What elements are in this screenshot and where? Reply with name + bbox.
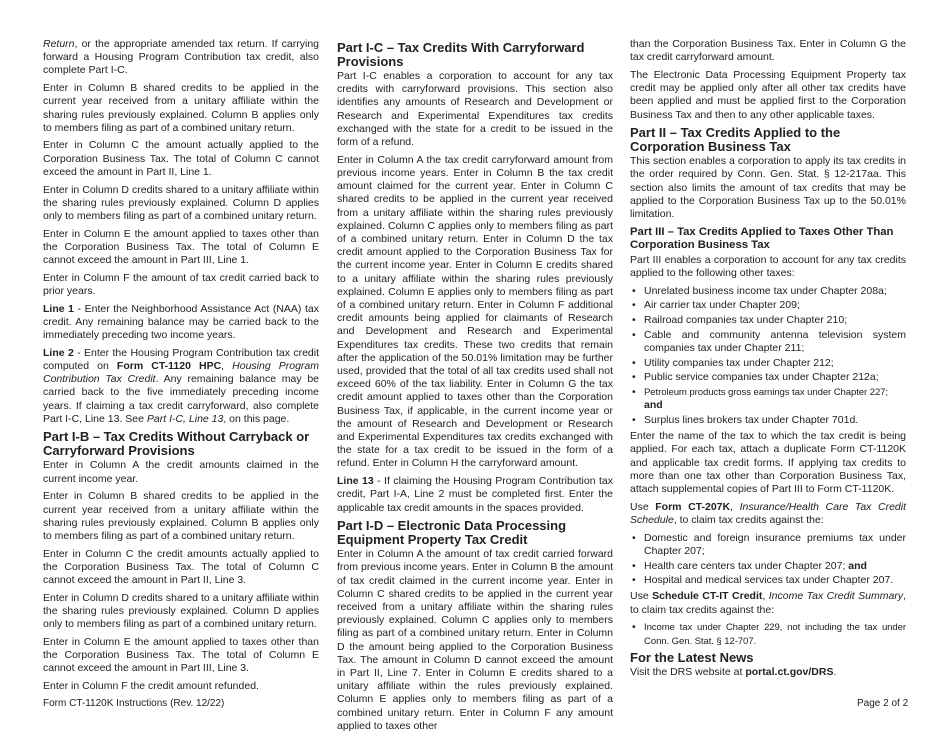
line-2-form-title: Housing Program Contribution Tax Credit bbox=[43, 359, 319, 386]
income-tax-text: Income tax under Chapter 229, not including the tax under Conn. Gen. Stat. § 12-707. bbox=[644, 622, 906, 647]
ctit-form: Schedule CT-IT Credit bbox=[652, 590, 763, 603]
and-word: and bbox=[644, 399, 663, 412]
list-item: • Domestic and foreign insurance premiums tax under Chapter 207; bbox=[630, 532, 906, 558]
paragraph-ib-column-c: Enter in Column C the credit amounts actually applied to the Corporation Business Tax. The total of Column C cannot exceed the amount in Part II, Line 3. bbox=[43, 547, 319, 587]
paragraph-ic-intro: Part I-C enables a corporation to account for any tax credits with carryforward provisions. This section also identifies any amounts of Research and Development or Research and Experimental Expenditures tax credits exchanged with the state for a credit to be issued in the form of a refund. bbox=[337, 70, 613, 149]
petroleum-tax-text: Petroleum products gross earnings tax under Chapter 227; bbox=[644, 387, 888, 399]
list-item: • Surplus lines brokers tax under Chapter 701d. bbox=[630, 414, 906, 427]
list-item: • Unrelated business income tax under Chapter 208a; bbox=[630, 285, 906, 298]
ct207k-form: Form CT-207K bbox=[655, 500, 731, 513]
list-item: • Utility companies tax under Chapter 212; bbox=[630, 357, 906, 370]
paragraph-ib-column-b: Enter in Column B shared credits to be applied in the current year received from a unitary affiliate within the sharing rules previously explained. Column B applies only to members filing as part of a combined unitary return. bbox=[43, 490, 319, 542]
heading-part-ib: Part I-B – Tax Credits Without Carryback or Carryforward Provisions bbox=[43, 429, 310, 458]
heading-latest-news: For the Latest News bbox=[630, 649, 754, 665]
paragraph-part-ii: This section enables a corporation to apply its tax credits in the order required by Conn. Gen. Stat. § 12-217aa. This section also limits the amount of tax credits that may be applied to the Corporation Business Tax up to the 50.01% limitation. bbox=[630, 155, 906, 221]
ct207k-sep: , bbox=[730, 500, 740, 513]
paragraph-line-2 bbox=[43, 347, 319, 426]
use-word: Use bbox=[630, 500, 656, 513]
paragraph-column-b: Enter in Column B shared credits to be applied in the current year received from a unitary affiliate within the sharing rules previously explained. Column B applies only to members filing as part of a combined unitary return. bbox=[43, 82, 319, 134]
paragraph-part-iii-intro: Part III enables a corporation to account for any tax credits applied to the following other taxes: bbox=[630, 253, 906, 279]
paragraph-id-body: Enter in Column A the amount of tax credit carried forward from previous income years. Enter in Column B the amount of tax credit claimed in the current income year. Enter in Column C shared credits to be applied in the current year received from a unitary affiliate within the sharing rules previously explained. Column C applies only to members filing as part of a combined unitary return. Enter in Column D the amount being applied to the Corporation Business Tax. The amount in Column D cannot exceed the amount in Part II, Line 7. Enter in Column E credits shared to a unitary affiliate within the rules previously explained. Column E applies only to members filing as part of a combined unitary return. Enter in Column F any amount applied to taxes other bbox=[337, 548, 613, 732]
ct207k-list bbox=[630, 532, 906, 588]
paragraph-news bbox=[630, 666, 906, 679]
return-text: , or the appropriate amended tax return. If carrying forward a Housing Program Contribution tax credit, also complete Part I-C. bbox=[43, 38, 319, 77]
paragraph-ib-column-f: Enter in Column F the credit amount refunded. bbox=[43, 680, 259, 693]
health-tax-text: Health care centers tax under Chapter 207; bbox=[644, 559, 849, 572]
list-item: • Cable and community antenna television system companies tax under Chapter 211; bbox=[630, 329, 906, 355]
heading-part-id: Part I-D – Electronic Data Processing Equipment Property Tax Credit bbox=[337, 518, 567, 547]
ct207k-rest: , to claim tax credits against the: bbox=[673, 513, 824, 526]
paragraph-edp-note: The Electronic Data Processing Equipment Property tax credit may be applied only after all other tax credits have been applied and must be applied first to the Corporation Business Tax and then to any other applicable taxes. bbox=[630, 68, 906, 121]
line-1-label: Line 1 bbox=[43, 302, 74, 315]
paragraph-column-d: Enter in Column D credits shared to a unitary affiliate within the sharing rules previously explained. Column D applies only to members filing as part of a combined unitary return. bbox=[43, 183, 319, 222]
paragraph-ct207k bbox=[630, 501, 906, 527]
line-2-label: Line 2 bbox=[43, 346, 74, 359]
heading-part-ii: Part II – Tax Credits Applied to the Corporation Business Tax bbox=[630, 125, 841, 154]
column-middle bbox=[337, 38, 613, 738]
heading-part-ic: Part I-C – Tax Credits With Carryforward Provisions bbox=[337, 40, 585, 69]
column-left bbox=[43, 38, 319, 698]
paragraph-column-e: Enter in Column E the amount applied to taxes other than the Corporation Business Tax. The total of Column E cannot exceed the amount in Part III, Line 1. bbox=[43, 227, 319, 267]
paragraph-ib-column-e: Enter in Column E the amount applied to taxes other than the Corporation Business Tax. The total of Column E cannot exceed the amount in Part III, Line 3. bbox=[43, 635, 319, 675]
paragraph-ic-body: Enter in Column A the tax credit carryforward amount from previous income years. Enter in Column B the tax credit amount claimed for the current year. Enter in Column C shared credits to be applied in the current year received from a unitary affiliate within the sharing rules previously explained. Column C applies only to members filing as part of a combined unitary return. Enter in Column D the tax credit amount applied to the Corporation Business Tax for the current income year. Enter in Column E credits shared to a unitary affiliate within the sharing rules previously explained. Column E applies only to members filing as part of a combined unitary return. Enter in Column F additional credit amounts being applied for claimants of Research and Development and Research and Experimental Expenditures tax credits. These two credits that remain after the application of the 50.01% limitation may be further used, provided that the total of all tax credits used shall not exceed 60% of the tax liability. Enter in Column G the tax credit amount applied to taxes other than the Corporation Business Tax, if applicable, in the current income year or the amount of Research and Development or Research and Experimental Expenditures tax credits exchanged with the state for a tax credit to be issued in the form of a refund. Enter in Column H the carryforward amount. bbox=[337, 153, 613, 470]
column-right bbox=[630, 38, 906, 684]
return-italic: Return bbox=[43, 38, 75, 50]
list-item bbox=[630, 621, 906, 647]
list-item: • Air carrier tax under Chapter 209; bbox=[630, 299, 906, 312]
other-taxes-list bbox=[630, 285, 906, 428]
drs-website-link[interactable]: portal.ct.gov/DRS bbox=[745, 666, 834, 679]
paragraph-return bbox=[43, 38, 319, 78]
use-word: Use bbox=[630, 590, 653, 603]
line-2-text-d: , on this page. bbox=[223, 412, 290, 425]
line-2-text-b: , bbox=[221, 359, 233, 372]
news-period: . bbox=[833, 666, 837, 679]
line-2-ref: Part I-C, Line 13 bbox=[146, 412, 224, 425]
line-2-form: Form CT-1120 HPC bbox=[116, 359, 222, 372]
heading-part-iii: Part III – Tax Credits Applied to Taxes Other Than Corporation Business Tax bbox=[630, 225, 894, 251]
ctit-list bbox=[630, 621, 906, 647]
and-word: and bbox=[848, 559, 867, 572]
paragraph-ctit bbox=[630, 590, 906, 616]
paragraph-ib-column-d: Enter in Column D credits shared to a unitary affiliate within the sharing rules previously explained. Column D applies only to members filing as part of a combined unitary return. bbox=[43, 591, 319, 631]
line-2-text-a: - Enter the Housing Program Contribution tax credit computed on bbox=[43, 346, 319, 372]
paragraph-line-13 bbox=[337, 475, 613, 515]
footer-page-number: Page 2 of 2 bbox=[857, 698, 909, 709]
list-item: • Public service companies tax under Chapter 212a; bbox=[630, 371, 906, 384]
paragraph-line-1 bbox=[43, 303, 319, 343]
paragraph-column-f: Enter in Column F the amount of tax credit carried back to prior years. bbox=[43, 271, 319, 297]
line-2-text-c: . Any remaining balance may be carried back to the five immediately preceding income years. If claiming a tax credit carryforward, also complete Part I-C, Line 13. See bbox=[43, 373, 319, 425]
list-item bbox=[630, 560, 906, 573]
paragraph-id-continued: than the Corporation Business Tax. Enter in Column G the tax credit carryforward amount. bbox=[630, 38, 906, 64]
list-item: • Hospital and medical services tax under Chapter 207. bbox=[630, 574, 906, 587]
line-13-text: - If claiming the Housing Program Contribution tax credit, Part I-A, Line 2 must be completed first. Enter the applicable tax credit amounts in the spaces provided. bbox=[337, 475, 613, 514]
ctit-title: Income Tax Credit Summary bbox=[768, 590, 904, 603]
ctit-sep: , bbox=[762, 590, 769, 603]
ctit-rest: , to claim tax credits against the: bbox=[630, 590, 907, 616]
line-1-text: - Enter the Neighborhood Assistance Act (NAA) tax credit. Any remaining balance may be carried back to the immediately preceding two income years. bbox=[43, 302, 319, 342]
news-text: Visit the DRS website at bbox=[630, 666, 746, 679]
paragraph-ib-column-a: Enter in Column A the credit amounts claimed in the current income year. bbox=[43, 459, 319, 485]
list-item: • Railroad companies tax under Chapter 210; bbox=[630, 314, 906, 327]
list-item bbox=[630, 386, 906, 412]
paragraph-part-iii-body: Enter the name of the tax to which the tax credit is being applied. For each tax, attach a duplicate Form CT-1120K and applicable tax credit forms. If applying tax credits to more than one tax other than Corporation Business Tax, attach supplemental copies of Part III to Form CT-1120K. bbox=[630, 430, 906, 495]
ct207k-title: Insurance/Health Care Tax Credit Schedule bbox=[630, 500, 906, 526]
paragraph-column-c: Enter in Column C the amount actually applied to the Corporation Business Tax. The total of Column C cannot exceed the amount in Part II, Line 1. bbox=[43, 139, 319, 178]
footer-form-reference: Form CT-1120K Instructions (Rev. 12/22) bbox=[43, 698, 225, 709]
line-13-label: Line 13 bbox=[337, 475, 374, 488]
